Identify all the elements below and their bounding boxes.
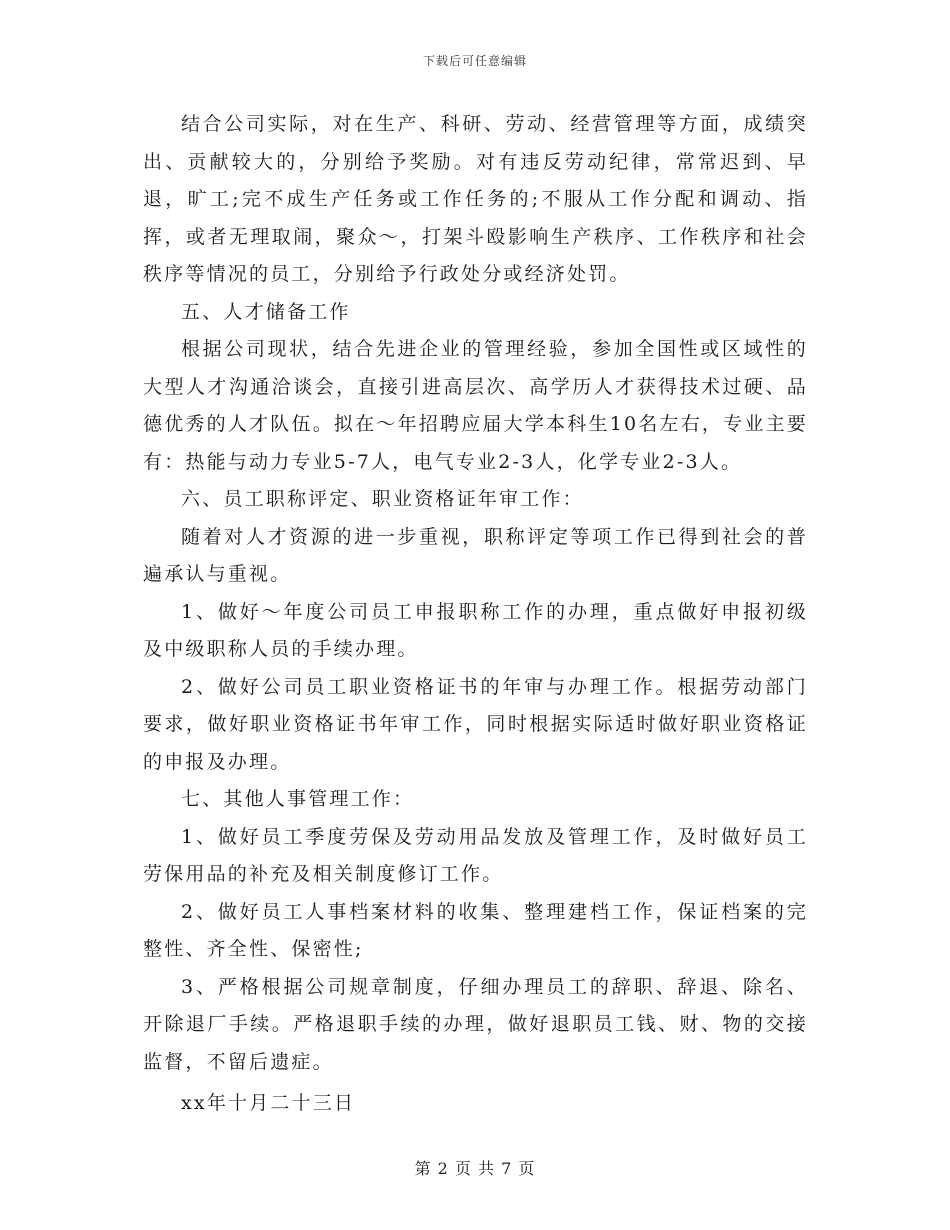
document-date: xx年十月二十三日 — [181, 1092, 356, 1114]
list-item-certificate-review: 2、做好公司员工职业资格证书的年审与办理工作。根据劳动部门要求，做好职业资格证书年审工作，同时根据实际适时做好职业资格证的申报及办理。 — [143, 675, 808, 773]
paragraph-talent-reserve: 根据公司现状，结合先进企业的管理经验，参加全国性或区域性的大型人才沟通洽谈会，直接引进高层次、高学历人才获得技术过硬、品德优秀的人才队伍。拟在～年招聘应届大学本科生10名左右，专业主要有：热能与动力专业5-7人，电气专业2-3人，化学专业2-3人。 — [143, 338, 808, 473]
paragraph-title-evaluation-intro: 随着对人才资源的进一步重视，职称评定等项工作已得到社会的普遍承认与重视。 — [143, 525, 808, 585]
paragraph-rewards-penalties: 结合公司实际，对在生产、科研、劳动、经营管理等方面，成绩突出、贡献较大的，分别给予奖励。对有违反劳动纪律，常常迟到、早退，旷工;完不成生产任务或工作任务的;不服从工作分配和调动、指挥，或者无理取闹，聚众～，打架斗殴影响生产秩序、工作秩序和社会秩序等情况的员工，分别给予行政处分或经济处罚。 — [143, 113, 808, 285]
list-item-personnel-archives: 2、做好员工人事档案材料的收集、整理建档工作，保证档案的完整性、齐全性、保密性; — [143, 900, 808, 960]
list-item-resignation-procedures: 3、严格根据公司规章制度，仔细办理员工的辞职、辞退、除名、开除退厂手续。严格退职手续的办理，做好退职员工钱、财、物的交接监督，不留后遗症。 — [143, 975, 808, 1073]
section-heading-other-hr: 七、其他人事管理工作： — [181, 788, 415, 810]
page-header: 下载后可任意编辑 — [422, 54, 527, 68]
page-number-footer: 第 2 页 共 7 页 — [414, 1159, 536, 1178]
document-body — [143, 106, 808, 1123]
list-item-labor-protection: 1、做好员工季度劳保及劳动用品发放及管理工作，及时做好员工劳保用品的补充及相关制度修订工作。 — [143, 825, 808, 885]
section-heading-talent-reserve: 五、人才储备工作 — [181, 300, 351, 323]
list-item-title-application: 1、做好～年度公司员工申报职称工作的办理，重点做好申报初级及中级职称人员的手续办理。 — [143, 600, 808, 660]
section-heading-title-evaluation: 六、员工职称评定、职业资格证年审工作： — [181, 488, 584, 510]
